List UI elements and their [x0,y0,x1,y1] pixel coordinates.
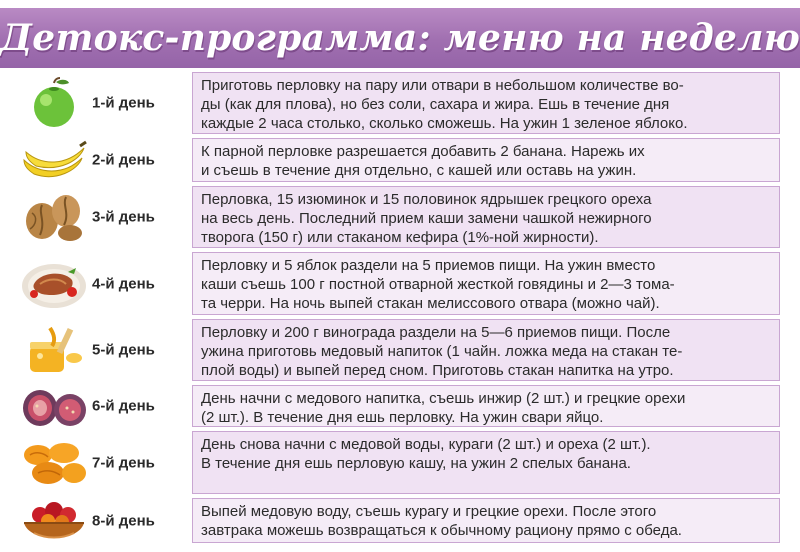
day-description [192,385,780,427]
title-banner [0,8,800,68]
day-label: 3-й день [92,208,155,226]
description-line: и съешь в течение дня отдельно, с кашей или оставь на ужин. [201,162,637,179]
day-row [20,319,780,381]
description-line: завтрака можешь возвращаться к обычному рациону прямо с обеда. [201,522,682,539]
day-row [20,138,780,182]
description-line: Приготовь перловку на пару или отвари в небольшом количестве во- [201,77,684,94]
description-line: творога (150 г) или стаканом кефира (1%-ной жирности). [201,229,599,246]
description-line: День начни с медового напитка, съешь инжир (2 шт.) и грецкие орехи [201,390,686,407]
day-row [20,186,780,248]
description-line: каши съешь 100 г постной отварной жесткой говядины и 2—3 тома- [201,276,675,293]
day-label-cell [20,186,192,248]
day-label-cell [20,431,192,494]
day-row [20,498,780,543]
day-description [192,252,780,315]
description-line: каждые 2 часа столько, сколько сможешь. На ужин 1 зеленое яблоко. [201,115,688,132]
description-line: Перловку и 5 яблок раздели на 5 приемов пищи. На ужин вместо [201,257,656,274]
day-label-cell [20,319,192,381]
description-line: (2 шт.). В течение дня ешь перловку. На ужин свари яйцо. [201,409,604,426]
day-description [192,498,780,543]
walnut-icon [20,191,88,243]
banana-icon [20,134,88,186]
day-row [20,431,780,494]
description-line: К парной перловке разрешается добавить 2 банана. Нарежь их [201,143,645,160]
description-line: на весь день. Последний прием каши замени чашкой нежирного [201,210,652,227]
day-label-cell [20,252,192,315]
description-line: ды (как для плова), но без соли, сахара и жира. Ешь в течение дня [201,96,670,113]
honey-icon [20,324,88,376]
fig-icon [20,380,88,432]
day-label: 1-й день [92,94,155,112]
day-label: 2-й день [92,151,155,169]
description-line: Перловка, 15 изюминок и 15 половинок ядрышек грецкого ореха [201,191,652,208]
description-line: В течение дня ешь перловую кашу, на ужин 2 спелых банана. [201,455,631,472]
fruit-bowl-icon [20,495,88,547]
day-label-cell [20,498,192,543]
description-line: День снова начни с медовой воды, кураги (2 шт.) и ореха (2 шт.). [201,436,651,453]
green-apple-icon [20,77,88,129]
day-label-cell [20,72,192,134]
description-line: та черри. На ночь выпей стакан мелиссового отвара (можно чай). [201,295,660,312]
description-line: Выпей медовую воду, съешь курагу и грецкие орехи. После этого [201,503,657,520]
day-description [192,138,780,182]
day-label: 4-й день [92,275,155,292]
day-label: 6-й день [92,397,155,415]
day-label: 8-й день [92,512,155,529]
day-label-cell [20,385,192,427]
day-label: 5-й день [92,341,155,359]
day-row [20,385,780,427]
description-line: Перловку и 200 г винограда раздели на 5—6 приемов пищи. После [201,324,671,341]
beef-plate-icon [20,258,88,310]
dried-apricot-icon [20,437,88,489]
day-description [192,319,780,381]
day-description [192,431,780,494]
page-title: Детокс-программа: меню на неделю [0,17,800,59]
description-line: плой воды) и выпей перед сном. Приготовь стакан напитка на утро. [201,362,674,379]
day-description [192,72,780,134]
description-line: ужина приготовь медовый напиток (1 чайн. ложка меда на стакан те- [201,343,683,360]
day-description [192,186,780,248]
day-label: 7-й день [92,454,155,471]
day-label-cell [20,138,192,182]
day-row [20,72,780,134]
day-row [20,252,780,315]
